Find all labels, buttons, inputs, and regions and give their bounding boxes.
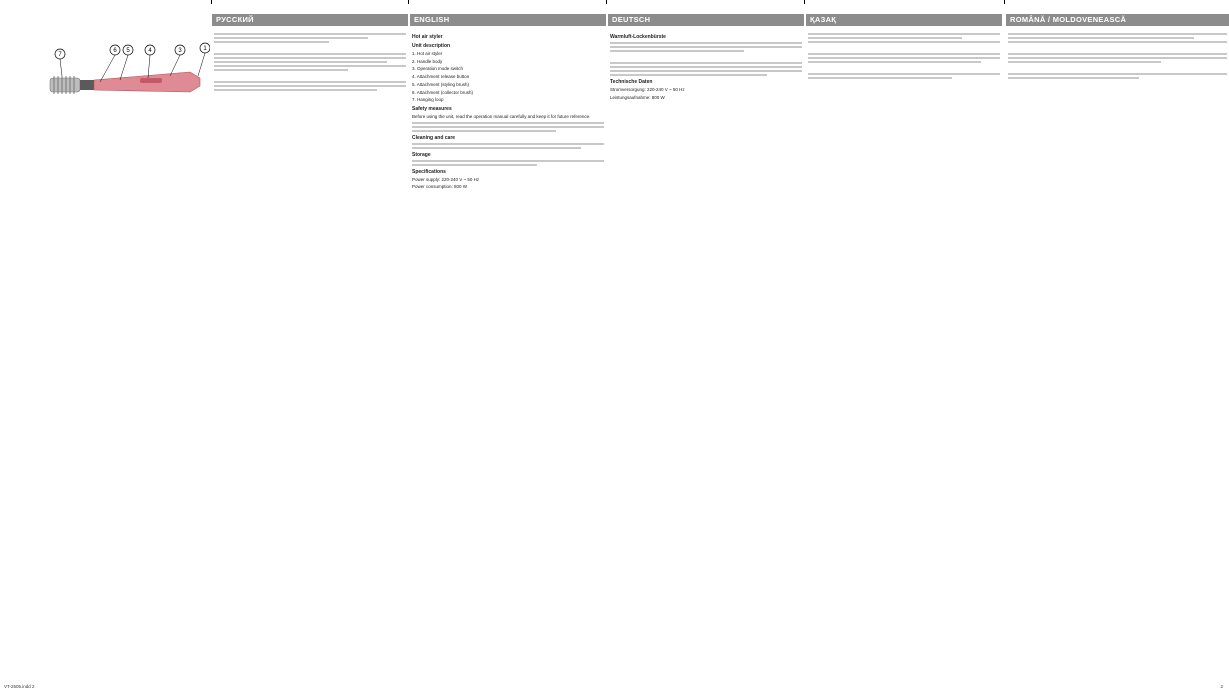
- spec-watt: Leistungsaufnahme: 800 W: [610, 94, 665, 100]
- crop-mark: [804, 0, 805, 4]
- safety-heading: Safety measures: [412, 105, 452, 112]
- footer-left: VT-2505.indd 2: [4, 684, 35, 689]
- crop-mark: [1004, 0, 1005, 4]
- spec-power: Stromversorgung: 220-240 V ~ 50 Hz: [610, 87, 685, 92]
- crop-mark: [606, 0, 607, 4]
- storage-heading: Storage: [412, 151, 431, 158]
- column-header: РУССКИЙ: [212, 14, 408, 26]
- column-body: [610, 31, 802, 684]
- spec-heading: Technische Daten: [610, 79, 653, 85]
- column-header: ENGLISH: [410, 14, 606, 26]
- component-item: 4. Attachment release button: [412, 74, 470, 80]
- component-item: 6. Attachment (collector brush): [412, 89, 474, 95]
- column-header: ROMÂNĂ / MOLDOVENEASCĂ: [1006, 14, 1229, 26]
- column-ru-left: [0, 14, 208, 684]
- component-item: 1. Hot air styler: [412, 51, 443, 56]
- section-title: Hot air styler: [412, 34, 443, 40]
- column-de: [608, 14, 804, 684]
- column-body: [1008, 31, 1227, 684]
- spec-watt: Power consumption: 800 W: [412, 184, 468, 190]
- column-body: [808, 31, 1000, 684]
- column-ru: [212, 14, 408, 684]
- callout-label: 7: [58, 52, 62, 58]
- components-heading: Unit description: [412, 43, 451, 49]
- column-kz: [806, 14, 1002, 684]
- callout-label: 5: [126, 48, 130, 54]
- page-footer: [0, 684, 1229, 692]
- column-en: [410, 14, 606, 684]
- footer-right: 2: [1220, 684, 1223, 689]
- crop-mark: [211, 0, 212, 4]
- column-body: [214, 31, 406, 684]
- column-body: [412, 31, 604, 684]
- section-title: Warmluft-Lockenbürste: [610, 34, 666, 40]
- care-heading: Cleaning and care: [412, 134, 456, 141]
- column-header: DEUTSCH: [608, 14, 804, 26]
- component-item: 2. Handle body: [412, 58, 443, 64]
- callout-label: 6: [113, 48, 117, 54]
- crop-mark: [408, 0, 409, 4]
- component-item: 7. Hanging loop: [412, 97, 444, 103]
- spec-power: Power supply: 220-240 V ~ 50 Hz: [412, 176, 480, 182]
- hair-styler-illustration: [20, 34, 210, 104]
- safety-intro: Before using the unit, read the operation manual carefully and keep it for future reference.: [412, 113, 591, 119]
- component-item: 3. Operation mode switch: [412, 66, 464, 72]
- column-header: ҚАЗАҚ: [806, 14, 1002, 26]
- callout-label: 1: [203, 46, 207, 52]
- callout-label: 4: [148, 48, 152, 54]
- callout-label: 3: [178, 48, 182, 54]
- component-item: 5. Attachment (styling brush): [412, 81, 470, 87]
- column-ro: [1006, 14, 1229, 684]
- product-illustration: [20, 34, 210, 104]
- spec-heading: Specifications: [412, 168, 446, 175]
